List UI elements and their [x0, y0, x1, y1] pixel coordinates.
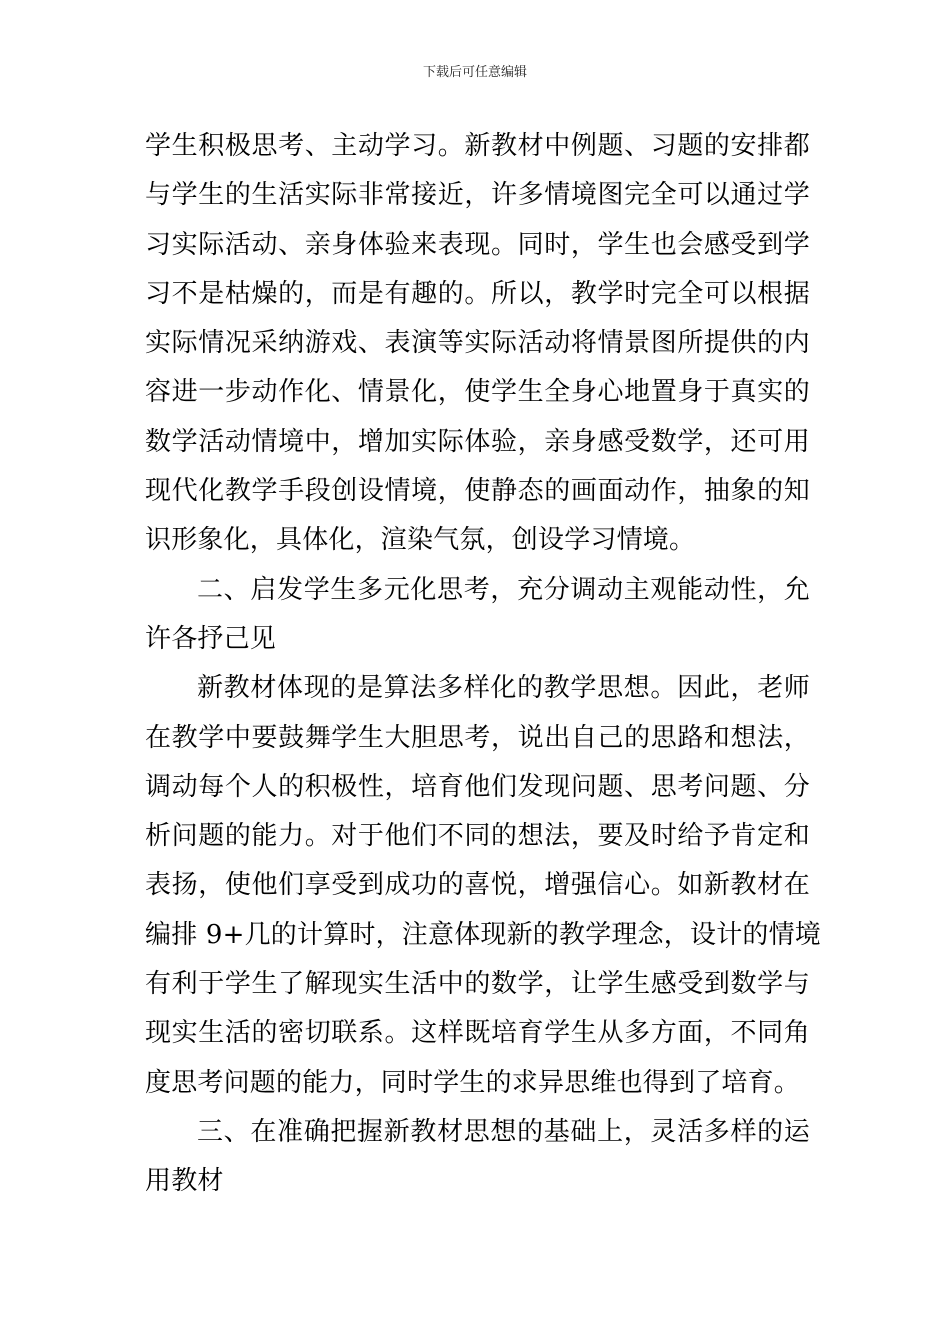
text-line: 与学生的生活实际非常接近，许多情境图完全可以通过学: [145, 180, 810, 211]
text-line: 新教材体现的是算法多样化的教学思想。因此，老师: [197, 673, 810, 704]
paragraph: [145, 664, 821, 1108]
text-line: 在教学中要鼓舞学生大胆思考，说出自己的思路和想法，: [145, 722, 810, 753]
text-line: 习实际活动、亲身体验来表现。同时，学生也会感受到学: [145, 229, 810, 260]
section-heading: [145, 566, 810, 665]
page-header: 下载后可任意编辑: [422, 65, 527, 80]
section-heading: [145, 1108, 810, 1207]
text-line: 三、在准确把握新教材思想的基础上，灵活多样的运: [197, 1116, 810, 1147]
document-body: [145, 122, 821, 1207]
text-line: 表扬，使他们享受到成功的喜悦，增强信心。如新教材在: [145, 870, 810, 901]
text-line: 识形象化，具体化，渲染气氛，创设学习情境。: [145, 525, 696, 556]
text-line: 调动每个人的积极性，培育他们发现问题、思考问题、分: [145, 771, 810, 802]
text-line: 许各抒己见: [145, 623, 277, 654]
text-line: 编排 9+几的计算时，注意体现新的教学理念，设计的情境: [145, 919, 821, 950]
text-line: 学生积极思考、主动学习。新教材中例题、习题的安排都: [145, 131, 810, 161]
text-line: 有利于学生了解现实生活中的数学，让学生感受到数学与: [145, 969, 810, 1000]
text-line: 现代化教学手段创设情境，使静态的画面动作，抽象的知: [145, 476, 810, 507]
text-line: 析问题的能力。对于他们不同的想法，要及时给予肯定和: [145, 821, 810, 852]
text-line: 容进一步动作化、情景化，使学生全身心地置身于真实的: [145, 377, 810, 408]
text-line: 数学活动情境中，增加实际体验，亲身感受数学，还可用: [145, 426, 810, 457]
text-line: 二、启发学生多元化思考，充分调动主观能动性，允: [197, 574, 810, 605]
text-line: 现实生活的密切联系。这样既培育学生从多方面，不同角: [145, 1018, 810, 1049]
text-line: 习不是枯燥的，而是有趣的。所以，教学时完全可以根据: [145, 278, 810, 309]
text-line: 用教材: [145, 1166, 224, 1197]
text-line: 实际情况采纳游戏、表演等实际活动将情景图所提供的内: [145, 328, 810, 359]
text-line: 度思考问题的能力，同时学生的求异思维也得到了培育。: [145, 1067, 801, 1098]
paragraph: [145, 122, 810, 566]
